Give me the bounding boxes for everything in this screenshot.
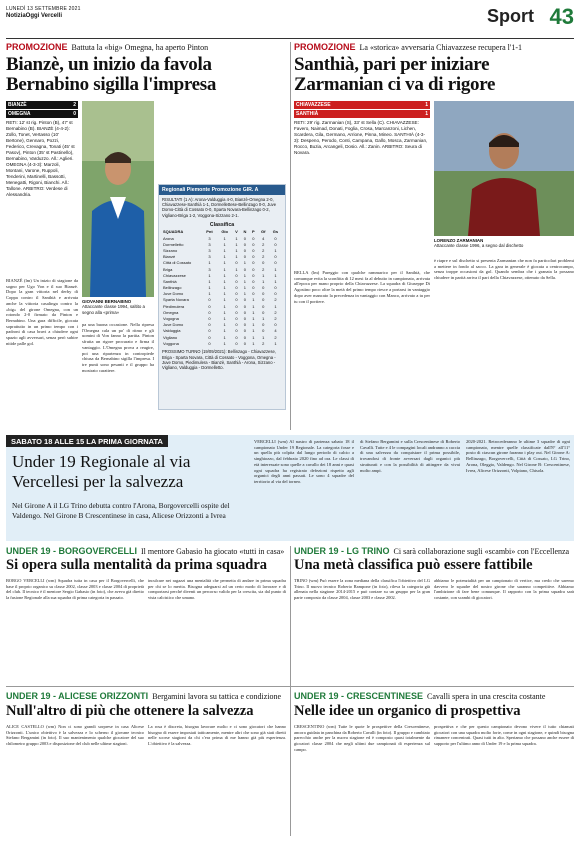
issue-date: LUNEDÌ 13 SETTEMBRE 2021 xyxy=(6,6,81,12)
table-header-cell: V xyxy=(235,229,238,235)
table-cell: 3 xyxy=(208,235,211,241)
photo-caption xyxy=(82,299,154,319)
table-cell: 0 xyxy=(252,235,255,241)
table-cell: 0 xyxy=(262,285,265,291)
table-cell: Voggona xyxy=(163,340,179,346)
table-cell: Piedimulera xyxy=(163,303,185,309)
table-cell: 1 xyxy=(223,297,226,303)
table-cell: 0 xyxy=(235,328,238,334)
table-cell: 1 xyxy=(274,278,277,284)
team-name: SANTHIÀ xyxy=(296,111,319,117)
table-cell: 0 xyxy=(252,254,255,260)
table-cell: 0 xyxy=(252,278,255,284)
next-round-text: PROSSIMO TURNO (19/09/2021): Bellinzago - Chiavazzese, Briga - Sparta Novara, Città di Cossato - Voggona, Omegna - Juve Domo, Piedimulera - Bianzè, Santhià - Arona, Sizzano - Vigliano, Valduggia - Dormelletto. xyxy=(162,349,276,370)
table-cell: 0 xyxy=(208,309,211,315)
table-cell: 1 xyxy=(252,316,255,322)
table-cell: 1 xyxy=(262,278,265,284)
player-photo-zarmanian xyxy=(434,101,574,236)
feature-banner: SABATO 18 ALLE 15 LA PRIMA GIORNATA xyxy=(6,435,168,447)
table-cell: 0 xyxy=(208,334,211,340)
left-kicker-text: Battuta la «big» Omegna, ha aperto Pinton xyxy=(71,43,209,52)
table-cell: 1 xyxy=(243,278,247,284)
table-cell: 1 xyxy=(223,328,226,334)
score-row xyxy=(294,110,430,118)
table-cell: 1 xyxy=(208,291,211,297)
table-cell: 1 xyxy=(223,278,226,284)
right-article-body-cont: è riapre e sul dischetto si presenta Zarmanian che non fa particolari problemi a mettere in fondo al sacco. La gara in generale è giocata a centrocampo, senza troppe occasioni da gol. Quando sembra che i granata la possano chiudere in parità arriva il pari della Chiavazzese, ottenuto da Sella. xyxy=(434,258,574,281)
table-cell: 0 xyxy=(235,285,238,291)
table-cell: 0 xyxy=(252,285,255,291)
table-cell: 0 xyxy=(235,322,238,328)
table-cell: 1 xyxy=(262,316,265,322)
table-cell: 2 xyxy=(262,254,265,260)
table-cell: 1 xyxy=(274,266,277,272)
table-cell: 0 xyxy=(243,316,247,322)
table-cell: 1 xyxy=(223,309,226,315)
sec3-body-a: ALICE CASTELLO (wm) Non ci sono grandi sorprese in casa Alicese Orizzonti. L'unico obiettivo è la salvezza e lo scherno il giovane tecnico Stefano Bergamini (in foto). Il suo mantenimento qualche giocatore del suo chilometro gruppo 2003 e disposizione del club nelle ultime stagioni. xyxy=(6,724,144,747)
table-cell: Bellinzago xyxy=(163,285,182,291)
table-cell: Valduggia xyxy=(163,328,181,334)
team-score: 1 xyxy=(425,111,428,117)
table-cell: Omegna xyxy=(163,309,179,315)
table-cell: 1 xyxy=(235,241,238,247)
sec3-kicker-tag: UNDER 19 - ALICESE ORIZZONTI xyxy=(6,691,149,701)
sec3-headline: Null'altro di più che ottenere la salvezza xyxy=(6,703,254,719)
sec2-body-a: TRINO (wm) Può essere la zona mediana della classifica l'obiettivo del LG Trino. Il nuovo tecnico Roberto Rampone (in foto), rileva la categoria già allenata nella stagione 2014-2015 e può contare su un gruppo per la gran parte composto da classe 2004, classe 2003 e classe 2002. xyxy=(294,578,430,601)
sec3-kicker xyxy=(6,691,281,701)
table-cell: 1 xyxy=(243,260,247,266)
league-table-box xyxy=(158,184,286,410)
score-row xyxy=(6,110,78,118)
table-cell: 0 xyxy=(252,241,255,247)
table-cell: 0 xyxy=(262,309,265,315)
table-cell: 0 xyxy=(235,278,238,284)
table-cell: 4 xyxy=(262,235,265,241)
table-cell: 1 xyxy=(252,297,255,303)
team-name: OMEGNA xyxy=(8,111,31,117)
table-cell: 2 xyxy=(274,334,277,340)
table-cell: Santhià xyxy=(163,278,177,284)
table-header-cell: Pnt xyxy=(206,229,213,235)
table-cell: 0 xyxy=(274,285,277,291)
table-cell: 0 xyxy=(274,241,277,247)
paper-name: NotiziaOggi Vercelli xyxy=(6,13,63,19)
table-cell: 1 xyxy=(262,334,265,340)
table-cell: 1 xyxy=(223,303,226,309)
table-cell: 1 xyxy=(223,254,226,260)
table-cell: 0 xyxy=(252,247,255,253)
table-cell: 1 xyxy=(223,272,226,278)
table-cell: 1 xyxy=(252,328,255,334)
table-cell: 1 xyxy=(274,303,277,309)
table-cell: 1 xyxy=(223,241,226,247)
table-cell: 0 xyxy=(235,334,238,340)
table-cell: 1 xyxy=(252,309,255,315)
table-cell: 0 xyxy=(243,328,247,334)
sec1-body-a: BORGO VERCELLI (wm) Squadra tutta in casa per il Borgovercelli, che base il proprio organico su classe 2002, classe 2003 e classe 2004 di proprietà del club. Il tecnico è il mentore Sergio Gabasio (in foto), che aveva già diretto la fusione Regionale alla sua squadra di prima categoria in passato. xyxy=(6,578,144,601)
table-cell: 0 xyxy=(208,328,211,334)
table-cell: Sparta Novara xyxy=(163,297,189,303)
table-cell: 0 xyxy=(262,303,265,309)
table-cell: 1 xyxy=(223,266,226,272)
sec2-kicker xyxy=(294,546,569,556)
table-cell: 1 xyxy=(252,322,255,328)
table-cell: 1 xyxy=(243,272,247,278)
sec1-headline: Si opera sulla mentalità da prima squadra xyxy=(6,557,268,573)
table-header-cell: Gs xyxy=(272,229,279,235)
table-cell: 0 xyxy=(243,241,247,247)
table-cell: 4 xyxy=(274,328,277,334)
table-cell: 0 xyxy=(208,316,211,322)
table-header-cell: Gf xyxy=(261,229,266,235)
table-cell: 0 xyxy=(208,297,211,303)
table-cell: 2 xyxy=(262,241,265,247)
table-cell: 0 xyxy=(274,291,277,297)
feature-subtitle: Nel Girone A il LG Trino debutta contro l'Arona, Borgovercelli ospite del Valdengo. Nel Girone B Crescentinese in casa, Alicese Orizzonti a Ivrea xyxy=(12,501,230,520)
table-cell: 1 xyxy=(235,247,238,253)
table-cell: 1 xyxy=(223,247,226,253)
sec1-kicker xyxy=(6,546,284,556)
table-cell: 0 xyxy=(235,272,238,278)
sec2-kicker-tag: UNDER 19 - LG TRINO xyxy=(294,546,390,556)
section-rule xyxy=(6,686,574,687)
table-cell: 1 xyxy=(223,235,226,241)
table-cell: 2 xyxy=(262,266,265,272)
table-cell: 0 xyxy=(252,272,255,278)
caption-text: Attaccante classe 1994, saltito a segno alla «prima» xyxy=(82,304,145,315)
table-cell: Chiavazzese xyxy=(163,272,186,278)
match-details: RETI: 29' rig. Zarmanian (S), 33' st Sella (C). CHIAVAZZESE: Favero, Naimad, Donati, Foglia, Crosa, Marcanzoni, Lichen, Scardera, Gila, Germano, Arrione, Pinna, Mineo. SANTHIÀ (4-3-3): Despeno, Perodo, Conti, Campana, Gallo, Mosca, Zarmanian, Rocco, Buzia, Arcangeli, Dosio. All.: Zanin. ARBITRO: Seura di Novara. xyxy=(294,120,428,155)
table-cell: 0 xyxy=(235,303,238,309)
table-cell: 0 xyxy=(262,322,265,328)
table-cell: 0 xyxy=(252,266,255,272)
table-header-cell: N xyxy=(243,229,247,235)
table-cell: 0 xyxy=(243,309,247,315)
table-cell: Arona xyxy=(163,235,174,241)
table-header-cell: Gio xyxy=(221,229,228,235)
masthead-rule xyxy=(6,38,574,39)
right-kicker xyxy=(294,42,522,52)
table-cell: 1 xyxy=(223,334,226,340)
table-cell: 2 xyxy=(274,309,277,315)
column-divider xyxy=(290,42,291,430)
table-cell: 0 xyxy=(243,235,247,241)
table-cell: 1 xyxy=(235,235,238,241)
table-cell: 2 xyxy=(262,247,265,253)
table-cell: 1 xyxy=(235,266,238,272)
feature-headline-2: Vercellesi per la salvezza xyxy=(12,472,184,491)
table-cell: 1 xyxy=(235,254,238,260)
table-cell: 1 xyxy=(208,285,211,291)
table-cell: 2 xyxy=(262,340,265,346)
table-cell: 0 xyxy=(262,291,265,297)
player-photo-bernabino xyxy=(82,101,154,297)
table-cell: 0 xyxy=(235,291,238,297)
table-header-row xyxy=(162,229,282,235)
table-cell: 0 xyxy=(243,322,247,328)
table-cell: 1 xyxy=(243,285,247,291)
right-article-body: BELLA (lm) Pareggio con qualche rammarico per il Santhià, che comunque evita la sconfitta di 12 mesi fa al debutto in campionato, arrivata all'epoca per mano proprio della Chiavazzese. La squadra di Giuseppe Di Agostino poco oltre la metà del primo tempo riesce a portarsi in vantaggio dopo aver mancato la precedenza in vantaggio con Manco, arrivato a tu per tu con il portiere. xyxy=(294,270,430,304)
sec1-kicker-text: Il mentore Gabasio ha giocato «tutti in casa» xyxy=(141,547,285,556)
table-cell: 1 xyxy=(274,247,277,253)
caption-name: LORENZO ZARMANIAN xyxy=(434,238,484,243)
table-cell: 1 xyxy=(223,285,226,291)
left-headline-1: Bianzè, un inizio da favola xyxy=(6,54,212,75)
table-cell: 0 xyxy=(274,235,277,241)
team-score: 1 xyxy=(425,102,428,108)
table-row xyxy=(162,340,282,346)
table-cell: 0 xyxy=(274,260,277,266)
results-text: RISULTATI (1 A): Arona-Valduggia 4-0, Bianzè-Omegna 2-0, Chiavazzese-Santhià 1-1, Dormellettese-Bellinzago 0-0, Juve Domo-Città di Cossato 0-0, Sparta Novara-Bellinzago 0-2, Vigliano-Briga 1-2, Voggona-Sizzano 2-1. xyxy=(162,197,277,218)
page-number: 43 xyxy=(549,4,574,29)
table-cell: 0 xyxy=(235,309,238,315)
table-cell: 0 xyxy=(243,254,247,260)
sec1-kicker-tag: UNDER 19 - BORGOVERCELLI xyxy=(6,546,138,556)
table-cell: 0 xyxy=(235,340,238,346)
table-header-cell: P xyxy=(252,229,255,235)
table-header-cell: SQUADRA xyxy=(163,229,184,235)
table-cell: 0 xyxy=(235,260,238,266)
table-cell: 1 xyxy=(223,322,226,328)
table-cell: 0 xyxy=(243,334,247,340)
left-article-body: BIANZÈ (lm) Un inizio di stagione da sogno per Ugo Von e il suo Bianzè. Dopo la gran vittoria nel derby di Coppa contro il Santhià e arrivata anche la vittoria casalinga contro la «big» del girone Omegna, con un rotondo 2-0 firmato da Pinton e Bernabino. Una gara difficile, giocata soprattutto in un primo tempo con i padroni di casa bravi a chiudere ogni spazio agli avversari, senza però subire nitide palle gol. xyxy=(6,278,78,346)
right-headline-1: Santhià, pari per iniziare xyxy=(294,54,490,75)
table-body xyxy=(162,235,282,346)
table-cell: 0 xyxy=(208,303,211,309)
right-headline-2: Zarmanian ci va di rigore xyxy=(294,74,496,95)
photo-caption xyxy=(434,238,574,254)
table-cell: 0 xyxy=(262,260,265,266)
table-cell: 1 xyxy=(208,278,211,284)
left-headline-2: Bernabino sigilla l'impresa xyxy=(6,74,217,95)
table-cell: 0 xyxy=(252,291,255,297)
column-divider xyxy=(290,546,291,836)
table-cell: 2 xyxy=(274,316,277,322)
table-cell: 3 xyxy=(208,266,211,272)
table-cell: 1 xyxy=(243,291,247,297)
table-cell: 0 xyxy=(243,303,247,309)
table-cell: 0 xyxy=(208,340,211,346)
sec2-kicker-text: Ci sarà collaborazione sugli «scambi» con l'Eccellenza xyxy=(393,547,570,556)
sec4-kicker-tag: UNDER 19 - CRESCENTINESE xyxy=(294,691,424,701)
table-cell: 1 xyxy=(274,272,277,278)
feature-headline-1: Under 19 Regionale al via xyxy=(12,452,191,471)
table-cell: 1 xyxy=(208,260,211,266)
table-cell: 0 xyxy=(274,322,277,328)
table-cell: 1 xyxy=(252,303,255,309)
table-cell: 0 xyxy=(208,322,211,328)
sec2-body-b: abbiamo le potenzialità per un campionato di vertice, ma credo che saremo davvero le squadre del nostro girone che saranno competitive. Abbiamo l'ambizione di fare bene comunque. Il rapporto con la prima squadra sarà costante, con scambi di giocatori. xyxy=(434,578,574,601)
table-cell: 1 xyxy=(252,340,255,346)
table-cell: 0 xyxy=(262,297,265,303)
feature-body-a: VERCELLI (wm) Al nastro di partenza sabato 18 il campionato Under 19 Regionale. La categoria fosse e un quella più colpita dal lungo periodo di calcio a singhiozzo, dal febbraio 2020 fino ad ora. Le classi di età interessate sono quelle a cavallo dei 18 anni e quasi ogni squadra ha registrato defezioni rispetto agli organici degli anni passati. Le sono 4 squadre del territorio al via del torneo. xyxy=(254,439,354,484)
table-cell: 1 xyxy=(262,272,265,278)
score-row xyxy=(6,101,78,109)
score-row xyxy=(294,101,430,109)
table-cell: 0 xyxy=(235,297,238,303)
left-kicker xyxy=(6,42,208,52)
team-score: 2 xyxy=(73,102,76,108)
table-cell: Juve Domo xyxy=(163,291,184,297)
table-cell: 0 xyxy=(243,266,247,272)
sec4-body-a: CRESCENTINO (wm) Tutte le quote le prospettive della Crescentinese, ancora guidata in panchina da Roberto Cavalli (in foto). Il gruppo e cambiato parecchio anche per la nuova stagione ed è composto quasi totalmente da giocatori classe 2004 che negli ultimi due campionati di esperienza sul campo. xyxy=(294,724,430,752)
standings-table xyxy=(162,229,282,347)
left-score-box xyxy=(6,101,78,276)
sec2-headline: Una metà classifica può essere fattibile xyxy=(294,557,533,573)
table-cell: 0 xyxy=(243,247,247,253)
table-cell: 1 xyxy=(223,291,226,297)
section-title: Sport xyxy=(487,6,534,26)
sec3-kicker-text: Bergamini lavora su tattica e condizione xyxy=(152,692,282,701)
left-kicker-tag: PROMOZIONE xyxy=(6,42,68,52)
table-cell: 1 xyxy=(252,334,255,340)
sec4-body-b: prospettiva e che per questo campionato devono vivere il tutto chiamati giocatori con una squadra molto forte, come in ogni stagione, e quindi bisogna rimanere concentrati. Quasi tutti in alto. Speriamo che possano anche essere di supporto per l'ultimo anno di Under 19 e la prima squadra. xyxy=(434,724,574,747)
sec4-kicker-text: Cavalli spera in una crescita costante xyxy=(427,692,546,701)
under19-feature xyxy=(6,435,574,541)
league-table-title: Regionali Piemonte Promozione GIR. A xyxy=(159,185,285,195)
table-cell: Vogogna xyxy=(163,316,179,322)
left-article-body-cont: pa una buona occasione. Nella ripresa l'Omegna cala un po' di ritmo e gli uomini di Von fanno la partita. Pinton sfrutta un rigore procurato e firma il vantaggio. L'Omegna prova a reagire, poi una ripartenza in contropiede chiusa da Bernabino sigilla l'impresa. I tre punti sono pesanti e il gruppo ha mostrato carattere. xyxy=(82,322,154,373)
feature-body-c: 2020-2021. Retrocederanno le ultime 3 squadre di ogni campionato, mentre quelle classificate dall'8° all'11° posto di ciascun girone faranno i play out. Nel Girone A: Bellinzago, Borgovercelli, Città di Cossato, LG Trino, Arona, Oleggio, Valdengo. Nel Girone B: Crescentinese, Ivrea, Alicese Orizzonti, Volpiano, Chisola. xyxy=(466,439,570,473)
table-cell: Briga xyxy=(163,266,173,272)
team-name: CHIAVAZZESE xyxy=(296,102,331,108)
table-cell: 2 xyxy=(274,297,277,303)
table-cell: Juve Domo xyxy=(163,322,184,328)
team-name: BIANZÈ xyxy=(8,102,27,108)
table-cell: 0 xyxy=(262,328,265,334)
team-score: 0 xyxy=(73,111,76,117)
masthead xyxy=(6,4,574,38)
sec1-body-b: inculcare nei ragazzi una mentalità che permetta di andare in prima squadra per chi se lo merita. Bisogna adeguarsi ad un certo modo di lavorare e di comportarsi perché diventi un percorso valido per la crescita, sia dal punto di vista calcistico che umano. xyxy=(148,578,286,601)
table-cell: 3 xyxy=(208,247,211,253)
table-cell: 1 xyxy=(223,260,226,266)
table-cell: 1 xyxy=(223,340,226,346)
table-cell: 1 xyxy=(208,272,211,278)
classifica-label: Classifica xyxy=(209,221,235,228)
table-cell: 1 xyxy=(223,316,226,322)
table-cell: Dormelletto xyxy=(163,241,184,247)
table-cell: 0 xyxy=(252,260,255,266)
table-cell: 3 xyxy=(208,241,211,247)
feature-body-b: di Stefano Bergamini e sulla Crescentinese di Roberto Cavalli. Tutte e 4 le compagini locali andranno a caccia di una salvezza da conquistare il prima possibile, trovandosi di fronte avversari dagli organici più strutturati e con la possibilità di attingere da vivai molto ampi. xyxy=(360,439,460,473)
table-cell: Città di Cossato xyxy=(163,260,192,266)
caption-text: Attaccante classe 1996, a segno dal dischetto xyxy=(434,243,524,249)
table-cell: 0 xyxy=(274,254,277,260)
table-cell: Sizzano xyxy=(163,247,178,253)
sec4-headline: Nelle idee un organico di prospettiva xyxy=(294,703,521,719)
match-details: RETI: 12' st rig. Pinton (B), 47' st Bernabino (B). BIANZÈ (4-4-2): Zollo, Tonet, Vertasso (10' Bertone), Gennaro, Pozzi, Federico, Crevagna, Tonati (45' st Pasov), Pinton (35' st Pastinello), Bernabino, Varduzzo. All.: Aglieri. OMEGNA (4-3-3): Marzoli, Montani, Varone, Ruppoli, Tenderini, Martinelli, Bassotti, Menegatti, Rigoni, Bianchi. All.: Tallone. ARBITRO: Verdese di Alessandria. xyxy=(6,120,75,197)
table-cell: 0 xyxy=(243,297,247,303)
table-cell: 1 xyxy=(274,340,277,346)
caption-name: GIOVANNI BERNABINO xyxy=(82,299,132,304)
right-kicker-tag: PROMOZIONE xyxy=(294,42,356,52)
right-kicker-text: La «storica» avversaria Chiavazzese recupera l'1-1 xyxy=(359,43,522,52)
right-score-box xyxy=(294,101,430,266)
table-cell: 3 xyxy=(208,254,211,260)
table-cell: 0 xyxy=(243,340,247,346)
sec4-kicker xyxy=(294,691,545,701)
table-cell: Bianzè xyxy=(163,254,176,260)
sec3-body-b: La rosa è discreta, bisogna lavorare molto e ci sono giocatori che hanno bisogno di essere impostati tatticamente, mentre altri che sono già stati diretti nelle scorse stagioni da chi c'era prima di me hanno già più esperienza. L'obiettivo è la salvezza. xyxy=(148,724,286,747)
table-cell: 0 xyxy=(235,316,238,322)
table-cell: Vigliano xyxy=(163,334,178,340)
